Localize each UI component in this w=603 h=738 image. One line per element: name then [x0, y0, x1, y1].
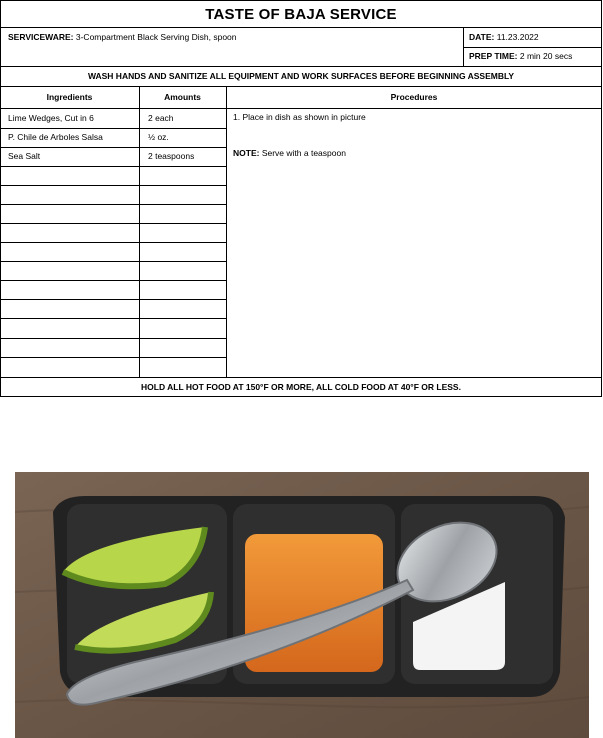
rule [0, 261, 226, 262]
rule [0, 128, 226, 129]
prep-time-label: PREP TIME: [469, 51, 518, 61]
date-value: 11.23.2022 [496, 32, 539, 42]
serviceware-label: SERVICEWARE: [8, 32, 74, 42]
rule [0, 357, 226, 358]
page-title: TASTE OF BAJA SERVICE [205, 5, 397, 23]
rule [463, 27, 464, 67]
date-line [469, 32, 539, 43]
rule [0, 299, 226, 300]
rule [139, 86, 140, 377]
ingredient-cell: P. Chile de Arboles Salsa [8, 132, 103, 142]
rule [0, 280, 226, 281]
rule [463, 47, 602, 48]
rule [0, 185, 226, 186]
serviceware-value: 3-Compartment Black Serving Dish, spoon [75, 32, 237, 42]
date-label: DATE: [469, 32, 495, 42]
wash-notice: WASH HANDS AND SANITIZE ALL EQUIPMENT AND WORK SURFACES BEFORE BEGINNING ASSEMBLY [87, 71, 515, 81]
rule [0, 108, 602, 109]
rule [0, 204, 226, 205]
ingredients-header: Ingredients [46, 92, 93, 102]
amount-cell: ½ oz. [148, 132, 169, 142]
rule [0, 86, 602, 87]
amount-cell: 2 teaspoons [148, 151, 195, 161]
rule [0, 338, 226, 339]
procedures-header: Procedures [390, 92, 438, 102]
prep-time-value: 2 min 20 secs [519, 51, 573, 61]
dish-photo [15, 472, 589, 738]
rule [0, 147, 226, 148]
procedure-note [233, 148, 346, 159]
serviceware-line [8, 32, 237, 43]
rule [226, 86, 227, 377]
rule [0, 66, 602, 67]
rule [0, 396, 602, 397]
hold-notice: HOLD ALL HOT FOOD AT 150°F OR MORE, ALL COLD FOOD AT 40°F OR LESS. [141, 382, 461, 392]
ingredient-cell: Sea Salt [8, 151, 41, 161]
rule [0, 377, 602, 378]
note-label: NOTE: [233, 148, 260, 158]
prep-time-line [469, 51, 572, 62]
rule [0, 166, 226, 167]
amounts-header: Amounts [164, 92, 201, 102]
rule [0, 223, 226, 224]
note-text: Serve with a teaspoon [261, 148, 346, 158]
rule [0, 318, 226, 319]
ingredient-cell: Lime Wedges, Cut in 6 [8, 113, 94, 123]
amount-cell: 2 each [148, 113, 174, 123]
rule [0, 242, 226, 243]
procedure-step: 1. Place in dish as shown in picture [233, 112, 366, 122]
